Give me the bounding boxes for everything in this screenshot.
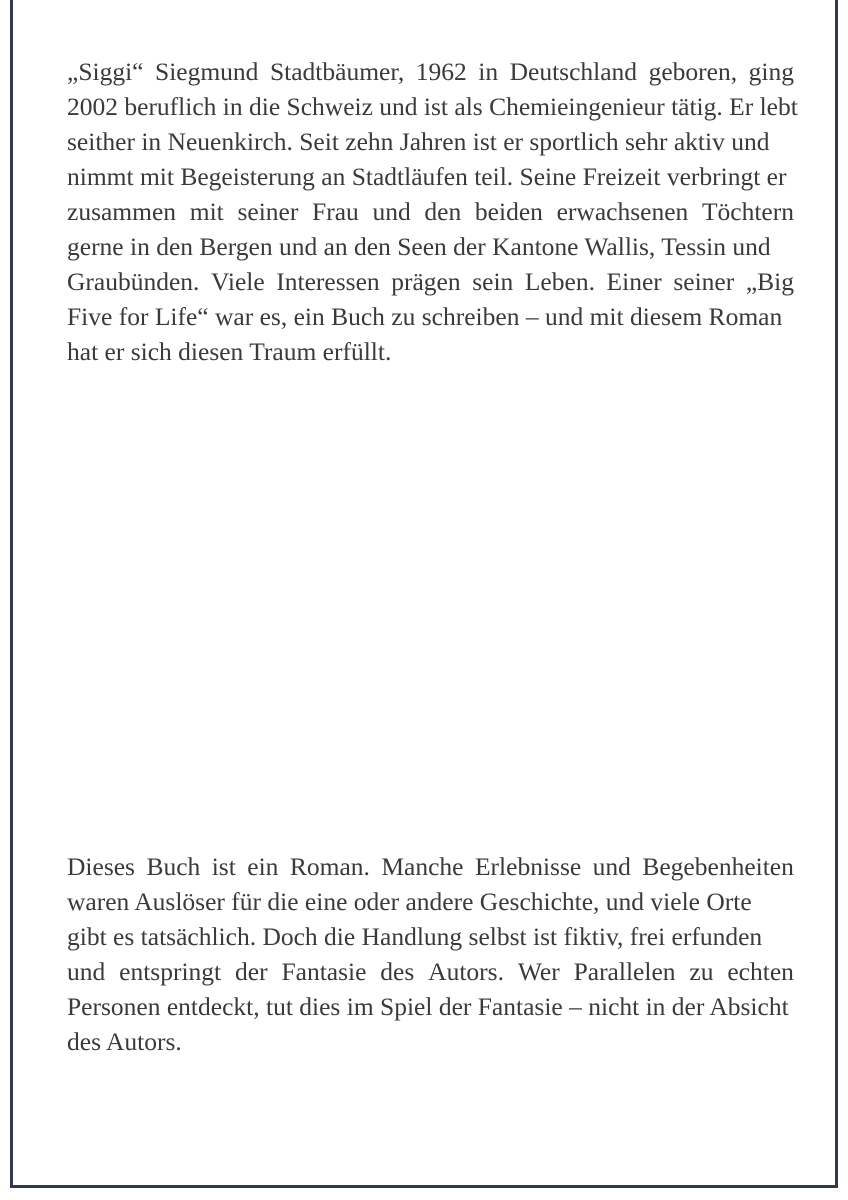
text-word: Deutschland [509, 57, 638, 86]
text-word: Buch [146, 852, 201, 881]
text-word: Leben. [524, 267, 595, 296]
text-word: des [380, 957, 415, 986]
text-word: entspringt [119, 957, 222, 986]
text-word: Siegmund [155, 57, 259, 86]
text-word: ist [211, 852, 236, 881]
text-word: Fantasie [281, 957, 367, 986]
text-word: Stadtbäumer, [269, 57, 405, 86]
text-word: und [372, 197, 411, 226]
text-word: und [67, 957, 106, 986]
text-word: Wer [517, 957, 560, 986]
text-word: Interessen [276, 267, 380, 296]
text-word: Roman. [289, 852, 370, 881]
text-word: seiner [237, 197, 299, 226]
text-word: sein [472, 267, 514, 296]
text-word: beiden [474, 197, 543, 226]
text-line: hat er sich diesen Traum erfüllt. [67, 337, 392, 366]
text-line: seither in Neuenkirch. Seit zehn Jahren ist er sportlich sehr aktiv und [67, 127, 770, 156]
text-word: Einer [606, 267, 662, 296]
text-word: seiner [673, 267, 735, 296]
text-word: den [424, 197, 462, 226]
text-word: zusammen [67, 197, 177, 226]
text-word: zu [689, 957, 714, 986]
text-line: gerne in den Bergen und an den Seen der Kantone Wallis, Tessin und [67, 232, 771, 261]
text-line: 2002 beruflich in die Schweiz und ist als Chemieingenieur tätig. Er lebt [67, 92, 798, 121]
text-word: erwachsenen [556, 197, 689, 226]
text-line: Personen entdeckt, tut dies im Spiel der Fantasie – nicht in der Absicht [67, 992, 789, 1021]
text-word: Parallelen [573, 957, 676, 986]
text-line: gibt es tatsächlich. Doch die Handlung selbst ist fiktiv, frei erfunden [67, 922, 763, 951]
text-word: in [478, 57, 499, 86]
text-line: nimmt mit Begeisterung an Stadtläufen teil. Seine Freizeit verbringt er [67, 162, 787, 191]
text-line: des Autors. [67, 1027, 182, 1056]
text-word: Töchtern [701, 197, 794, 226]
text-line [67, 54, 794, 89]
text-word: Autors. [428, 957, 504, 986]
paragraph-fiction-disclaimer [67, 849, 794, 1059]
text-word: Dieses [67, 852, 135, 881]
text-word: „Siggi“ [67, 57, 144, 86]
text-word: Frau [312, 197, 359, 226]
text-line: waren Auslöser für die eine oder andere Geschichte, und viele Orte [67, 887, 752, 916]
text-line [67, 194, 794, 229]
paragraph-author-biography [67, 54, 798, 369]
text-word: ging [748, 57, 794, 86]
text-word: Begebenheiten [642, 852, 794, 881]
text-line [67, 264, 794, 299]
text-word: geboren, [648, 57, 738, 86]
page-sheet [10, 0, 838, 1188]
text-word: mit [189, 197, 224, 226]
text-word: „Big [745, 267, 794, 296]
text-word: Viele [211, 267, 265, 296]
text-word: und [592, 852, 631, 881]
text-word: Graubünden. [67, 267, 200, 296]
text-word: Erlebnisse [474, 852, 582, 881]
text-word: der [235, 957, 268, 986]
text-word: 1962 [415, 57, 467, 86]
text-word: ein [247, 852, 279, 881]
text-line: Five for Life“ war es, ein Buch zu schreiben – und mit diesem Roman [67, 302, 783, 331]
text-word: Manche [381, 852, 464, 881]
text-word: prägen [391, 267, 461, 296]
text-line [67, 954, 794, 989]
text-line [67, 849, 794, 884]
text-word: echten [727, 957, 794, 986]
